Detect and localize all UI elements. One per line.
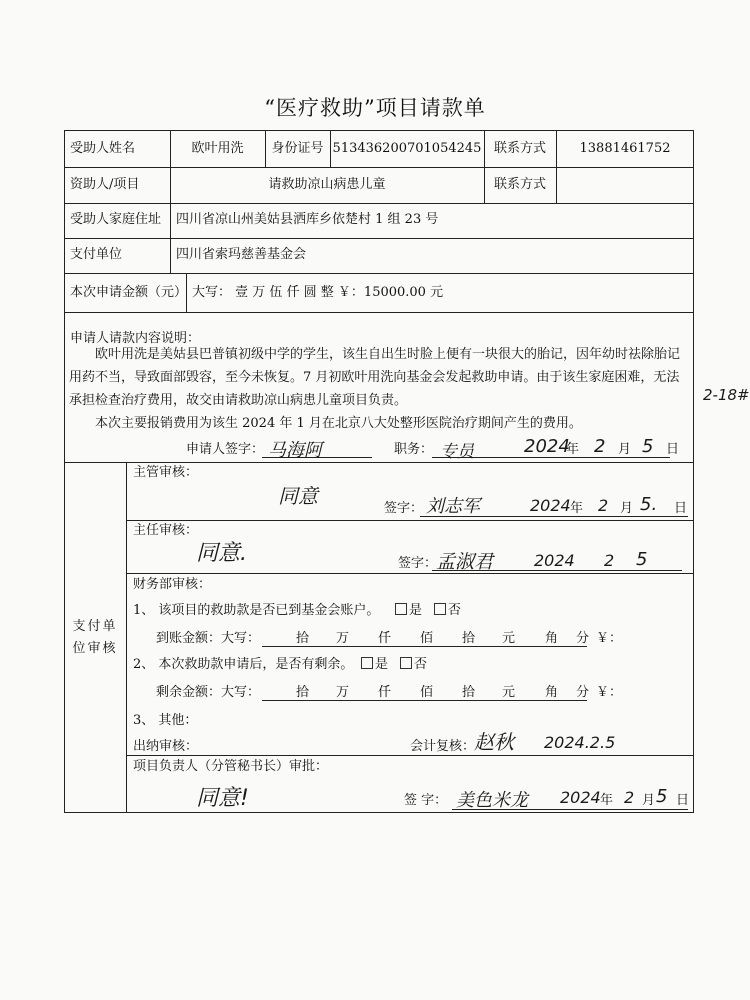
applicant-day: 5 xyxy=(642,436,654,457)
supervisor-day: 5. xyxy=(640,494,658,515)
year-unit: 年 xyxy=(566,442,580,457)
yes-label: 是 xyxy=(375,657,389,672)
supervisor-label: 主管审核： xyxy=(133,465,199,480)
post-label: 职务： xyxy=(394,442,434,457)
leader-month: 2 xyxy=(624,788,635,807)
review-side-label: 支付单位审核 xyxy=(72,619,118,656)
supervisor-opinion: 同意 xyxy=(278,484,318,508)
yes-label: 是 xyxy=(409,603,423,618)
accountant-signature: 赵秋 xyxy=(474,730,514,754)
amount-label: 本次申请金额（元） xyxy=(70,285,188,300)
amount-unit: 元 xyxy=(502,685,516,700)
director-label: 主任审核： xyxy=(133,523,199,538)
arrived-yen: ￥： xyxy=(596,631,623,646)
month-unit: 月 xyxy=(620,501,634,516)
director-month: 2 xyxy=(604,551,615,570)
supervisor-year: 2024 xyxy=(530,496,571,515)
address-value: 四川省凉山州美姑县洒库乡依楚村 1 组 23 号 xyxy=(176,212,439,227)
director-signature: 孟淑君 xyxy=(436,551,494,573)
supervisor-signature: 刘志军 xyxy=(426,496,480,517)
finance-q1: 1、 该项目的救助款是否已到基金会账户。 xyxy=(133,603,380,618)
finance-other: 3、 其他： xyxy=(133,713,198,728)
director-year: 2024 xyxy=(534,551,575,570)
id-label: 身份证号 xyxy=(271,141,324,156)
payer-label: 支付单位 xyxy=(70,247,123,262)
director-day: 5 xyxy=(636,549,648,570)
applicant-signature: 马海阿 xyxy=(268,440,322,461)
amount-unit: 元 xyxy=(502,631,516,646)
margin-note: 2-18# xyxy=(703,386,750,404)
day-unit: 日 xyxy=(674,501,688,516)
applicant-sign-label: 申请人签字： xyxy=(186,442,265,457)
leader-day: 5 xyxy=(656,786,668,807)
amount-unit: 角 xyxy=(545,631,559,646)
supervisor-month: 2 xyxy=(598,496,609,515)
day-unit: 日 xyxy=(666,442,680,457)
amount-unit: 拾 xyxy=(296,631,310,646)
name-value: 欧叶用洗 xyxy=(191,141,244,156)
amount-value: 大写： 壹 万 伍 仟 圆 整 ￥：15000.00 元 xyxy=(192,285,444,300)
leader-signature: 美色米龙 xyxy=(456,790,528,811)
leader-opinion: 同意! xyxy=(196,786,249,811)
amount-unit: 万 xyxy=(336,685,350,700)
id-value: 513436200701054245 xyxy=(332,141,482,156)
q1-yes-option[interactable] xyxy=(393,603,422,619)
page-title: “医疗救助”项目请款单 xyxy=(264,96,486,120)
month-unit: 月 xyxy=(618,442,632,457)
post-value: 专员 xyxy=(440,442,474,462)
amount-unit: 佰 xyxy=(420,631,434,646)
amount-unit: 拾 xyxy=(296,685,310,700)
q2-no-checkbox[interactable] xyxy=(400,657,412,669)
request-para-1: 欧叶用洗是美姑县巴普镇初级中学的学生，该生自出生时脸上便有一块很大的胎记，因年幼时祛除胎记用药不当，导致面部毁容，至今未恢复。7 月初欧叶用洗向基金会发起救助申请。由于该生家庭困难，无法承担检查治疗费用，故交由请救助凉山病患儿童项目负责。 xyxy=(69,347,681,408)
cashier-label: 出纳审核： xyxy=(133,739,199,754)
request-para-2: 本次主要报销费用为该生 2024 年 1 月在北京八大处整形医院治疗期间产生的费用。 xyxy=(95,416,582,431)
month-unit: 月 xyxy=(642,793,656,808)
remain-amount-label: 剩余金额：大写： xyxy=(156,685,261,700)
funder-label: 资助人/项目 xyxy=(70,177,140,192)
arrived-amount-label: 到账金额：大写： xyxy=(156,631,261,646)
request-body xyxy=(69,343,689,435)
amount-unit: 仟 xyxy=(378,631,392,646)
funder-value: 请救助凉山病患儿童 xyxy=(268,177,386,192)
supervisor-sign-label: 签字： xyxy=(384,501,424,516)
year-unit: 年 xyxy=(600,793,614,808)
director-opinion: 同意. xyxy=(196,541,247,566)
no-label: 否 xyxy=(414,657,428,672)
name-label: 受助人姓名 xyxy=(70,141,136,156)
q1-yes-checkbox[interactable] xyxy=(395,603,407,615)
accountant-label: 会计复核： xyxy=(410,739,476,754)
request-heading: 申请人请款内容说明： xyxy=(70,331,201,346)
year-unit: 年 xyxy=(570,501,584,516)
applicant-month: 2 xyxy=(594,436,606,457)
amount-unit: 万 xyxy=(336,631,350,646)
applicant-year: 2024 xyxy=(524,436,570,457)
amount-unit: 角 xyxy=(545,685,559,700)
address-label: 受助人家庭住址 xyxy=(70,212,162,227)
day-unit: 日 xyxy=(676,793,690,808)
director-sign-label: 签字： xyxy=(398,556,438,571)
finance-label: 财务部审核： xyxy=(133,577,212,592)
q2-yes-option[interactable] xyxy=(359,657,388,673)
amount-unit: 拾 xyxy=(462,685,476,700)
q1-no-checkbox[interactable] xyxy=(434,603,446,615)
amount-unit: 仟 xyxy=(378,685,392,700)
amount-unit: 拾 xyxy=(462,631,476,646)
contact-label-2: 联系方式 xyxy=(493,177,546,192)
contact-label: 联系方式 xyxy=(493,141,546,156)
payer-value: 四川省索玛慈善基金会 xyxy=(176,247,307,262)
q1-no-option[interactable] xyxy=(432,603,461,619)
leader-label: 项目负责人（分管秘书长）审批： xyxy=(133,759,329,774)
q2-yes-checkbox[interactable] xyxy=(361,657,373,669)
finance-q2: 2、 本次救助款申请后，是否有剩余。 xyxy=(133,657,354,672)
amount-unit: 佰 xyxy=(420,685,434,700)
leader-year: 2024 xyxy=(560,788,601,807)
no-label: 否 xyxy=(448,603,462,618)
remain-yen: ￥： xyxy=(596,685,623,700)
q2-no-option[interactable] xyxy=(398,657,427,673)
accountant-date: 2024.2.5 xyxy=(544,733,616,752)
leader-sign-label: 签 字： xyxy=(404,793,448,808)
amount-unit: 分 xyxy=(576,631,590,646)
amount-unit: 分 xyxy=(576,685,590,700)
contact-value: 13881461752 xyxy=(579,141,671,156)
